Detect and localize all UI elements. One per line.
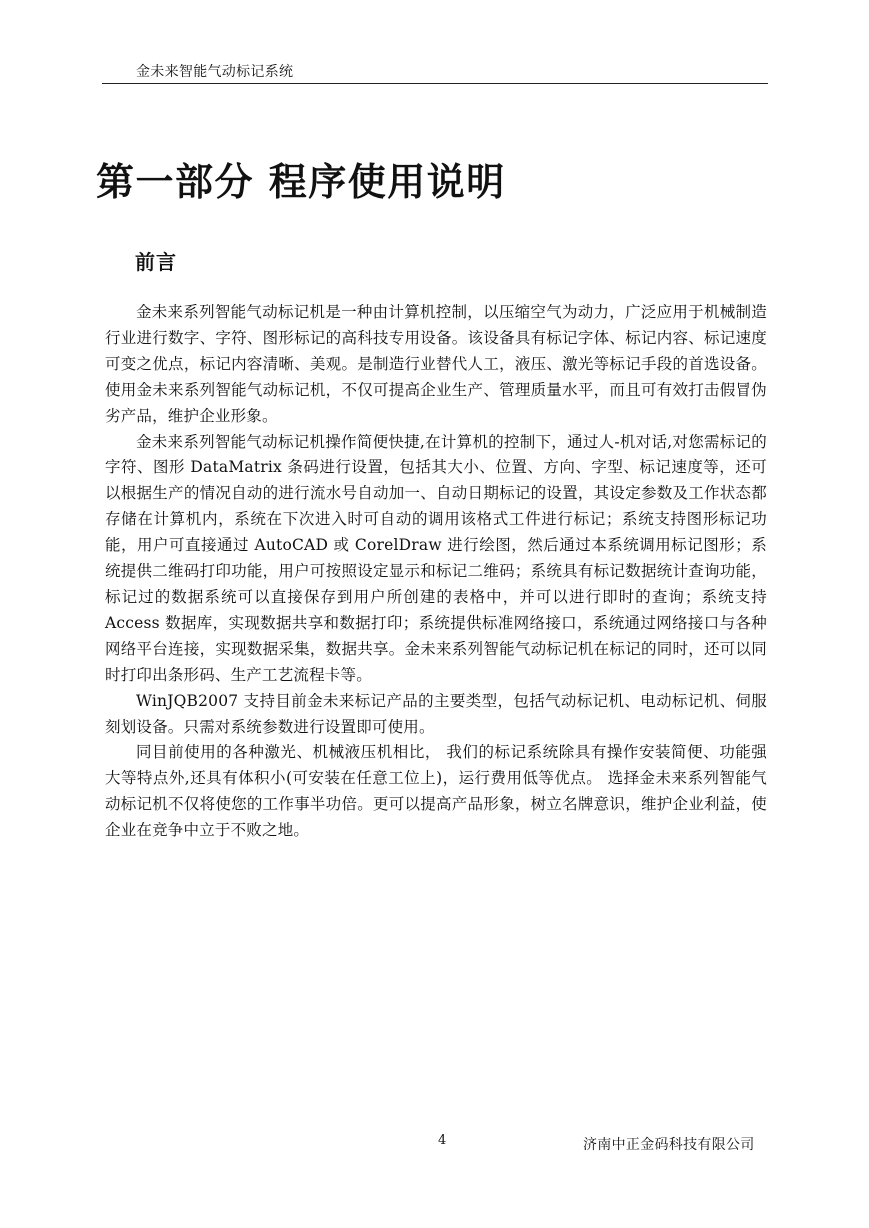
header-title: 金未来智能气动标记系统 [136,64,294,80]
page-number: 4 [438,1133,447,1148]
page-header [102,62,768,84]
part-title: 第一部分 程序使用说明 [96,160,506,204]
section-title-preface: 前言 [135,250,177,274]
paragraph-product-types: WinJQB2007 支持目前金未来标记产品的主要类型，包括气动标记机、电动标记机、伺服刻划设备。只需对系统参数进行设置即可使用。 [105,691,767,736]
paragraph-features: 金未来系列智能气动标记机操作简便快捷,在计算机的控制下，通过人-机对话,对您需标记的字符、图形 DataMatrix 条码进行设置，包括其大小、位置、方向、字型、标记速度等，还可以根据生产的情况自动的进行流水号自动加一、自动日期标记的设置，其设定参数及工作状态都存储在计算机内，系统在下次进入时可自动的调用该格式工件进行标记；系统支持图形标记功能，用户可直接通过 AutoCAD 或 CorelDraw 进行绘图，然后通过本系统调用标记图形；系统提供二维码打印功能，用户可按照设定显示和标记二维码；系统具有标记数据统计查询功能，标记过的数据系统可以直接保存到用户所创建的表格中，并可以进行即时的查询；系统支持 Access 数据库，实现数据共享和数据打印；系统提供标准网络接口，系统通过网络接口与各种网络平台连接，实现数据采集，数据共享。金未来系列智能气动标记机在标记的同时，还可以同时打印出条形码、生产工艺流程卡等。 [105,432,767,684]
footer-company-name: 济南中正金码科技有限公司 [583,1137,755,1153]
paragraph-advantages: 同目前使用的各种激光、机械液压机相比， 我们的标记系统除具有操作安装简便、功能强大等特点外,还具有体积小(可安装在任意工位上)，运行费用低等优点。 选择金未来系列智能气动标记机不仅将使您的工作事半功倍。更可以提高产品形象，树立名牌意识，维护企业利益，使企业在竞争中立于不败之地。 [105,743,767,840]
paragraph-intro: 金未来系列智能气动标记机是一种由计算机控制，以压缩空气为动力，广泛应用于机械制造行业进行数字、字符、图形标记的高科技专用设备。该设备具有标记字体、标记内容、标记速度可变之优点，标记内容清晰、美观。是制造行业替代人工，液压、激光等标记手段的首选设备。使用金未来系列智能气动标记机，不仅可提高企业生产、管理质量水平，而且可有效打击假冒伪劣产品，维护企业形象。 [105,303,767,425]
body-text [105,300,767,844]
